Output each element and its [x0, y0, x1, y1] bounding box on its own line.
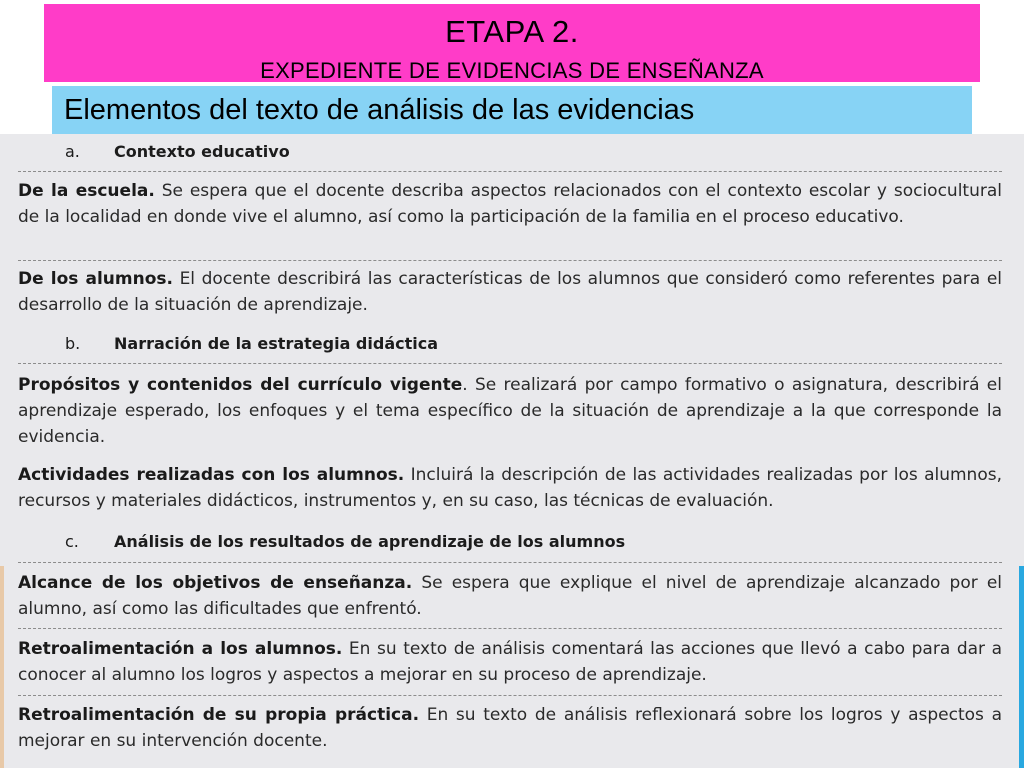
paragraph-text: Se espera que explique el nivel de aprendizaje alcanzado por el alumno, así como las dificultades que enfrentó.: [18, 573, 1002, 619]
section-a-heading: [18, 142, 290, 161]
decorative-edge-left: [0, 566, 4, 768]
divider: [18, 695, 1002, 696]
paragraph-text: . Se realizará por campo formativo o asignatura, describirá el aprendizaje esperado, los enfoques y el tema específico de la situación de aprendizaje a la que corresponde la evidencia.: [18, 375, 1002, 447]
divider: [18, 363, 1002, 364]
paragraph-text: En su texto de análisis reflexionará sobre los logros y aspectos a mejorar en su intervención docente.: [18, 705, 1002, 751]
paragraph-term: Retroalimentación de su propia práctica.: [18, 705, 420, 725]
paragraph-retro-alumnos: [18, 636, 1002, 688]
section-heading-text: Análisis de los resultados de aprendizaje de los alumnos: [114, 532, 626, 551]
section-b-heading: [18, 334, 438, 353]
paragraph-retro-practica: [18, 702, 1002, 754]
paragraph-term: De los alumnos.: [18, 269, 173, 289]
paragraph-term: Alcance de los objetivos de enseñanza.: [18, 573, 413, 593]
section-heading-text: Narración de la estrategia didáctica: [114, 334, 439, 353]
title-banner: [44, 4, 980, 82]
section-c-heading: [18, 532, 625, 551]
divider: [18, 171, 1002, 172]
section-letter: a.: [65, 142, 80, 161]
slide-title: ETAPA 2.: [445, 14, 579, 49]
decorative-edge-right: [1019, 566, 1024, 768]
paragraph-actividades: [18, 462, 1002, 514]
paragraph-alcance: [18, 570, 1002, 622]
section-title: Elementos del texto de análisis de las evidencias: [64, 94, 695, 126]
divider: [18, 260, 1002, 261]
divider: [18, 562, 1002, 563]
paragraph-text: Incluirá la descripción de las actividades realizadas por los alumnos, recursos y materiales didácticos, instrumentos y, en su caso, las técnicas de evaluación.: [18, 465, 1002, 511]
divider: [18, 628, 1002, 629]
paragraph-text: El docente describirá las características de los alumnos que consideró como referentes para el desarrollo de la situación de aprendizaje.: [18, 269, 1002, 315]
document-scan: [0, 134, 1024, 768]
section-heading-text: Contexto educativo: [114, 142, 290, 161]
slide-subtitle: EXPEDIENTE DE EVIDENCIAS DE ENSEÑANZA: [260, 58, 764, 83]
paragraph-text: En su texto de análisis comentará las acciones que llevó a cabo para dar a conocer al alumno los logros y aspectos a mejorar en su proceso de aprendizaje.: [18, 639, 1002, 685]
paragraph-term: Retroalimentación a los alumnos.: [18, 639, 343, 659]
paragraph-term: De la escuela.: [18, 181, 155, 201]
paragraph-term: Actividades realizadas con los alumnos.: [18, 465, 405, 485]
section-banner: [52, 86, 972, 134]
section-letter: c.: [65, 532, 79, 551]
paragraph-alumnos: [18, 266, 1002, 318]
paragraph-term: Propósitos y contenidos del currículo vigente: [18, 375, 463, 395]
paragraph-propositos: [18, 372, 1002, 450]
paragraph-escuela: [18, 178, 1002, 230]
paragraph-text: Se espera que el docente describa aspectos relacionados con el contexto escolar y sociocultural de la localidad en donde vive el alumno, así como la participación de la familia en el proceso educativo.: [18, 181, 1002, 227]
section-letter: b.: [65, 334, 81, 353]
